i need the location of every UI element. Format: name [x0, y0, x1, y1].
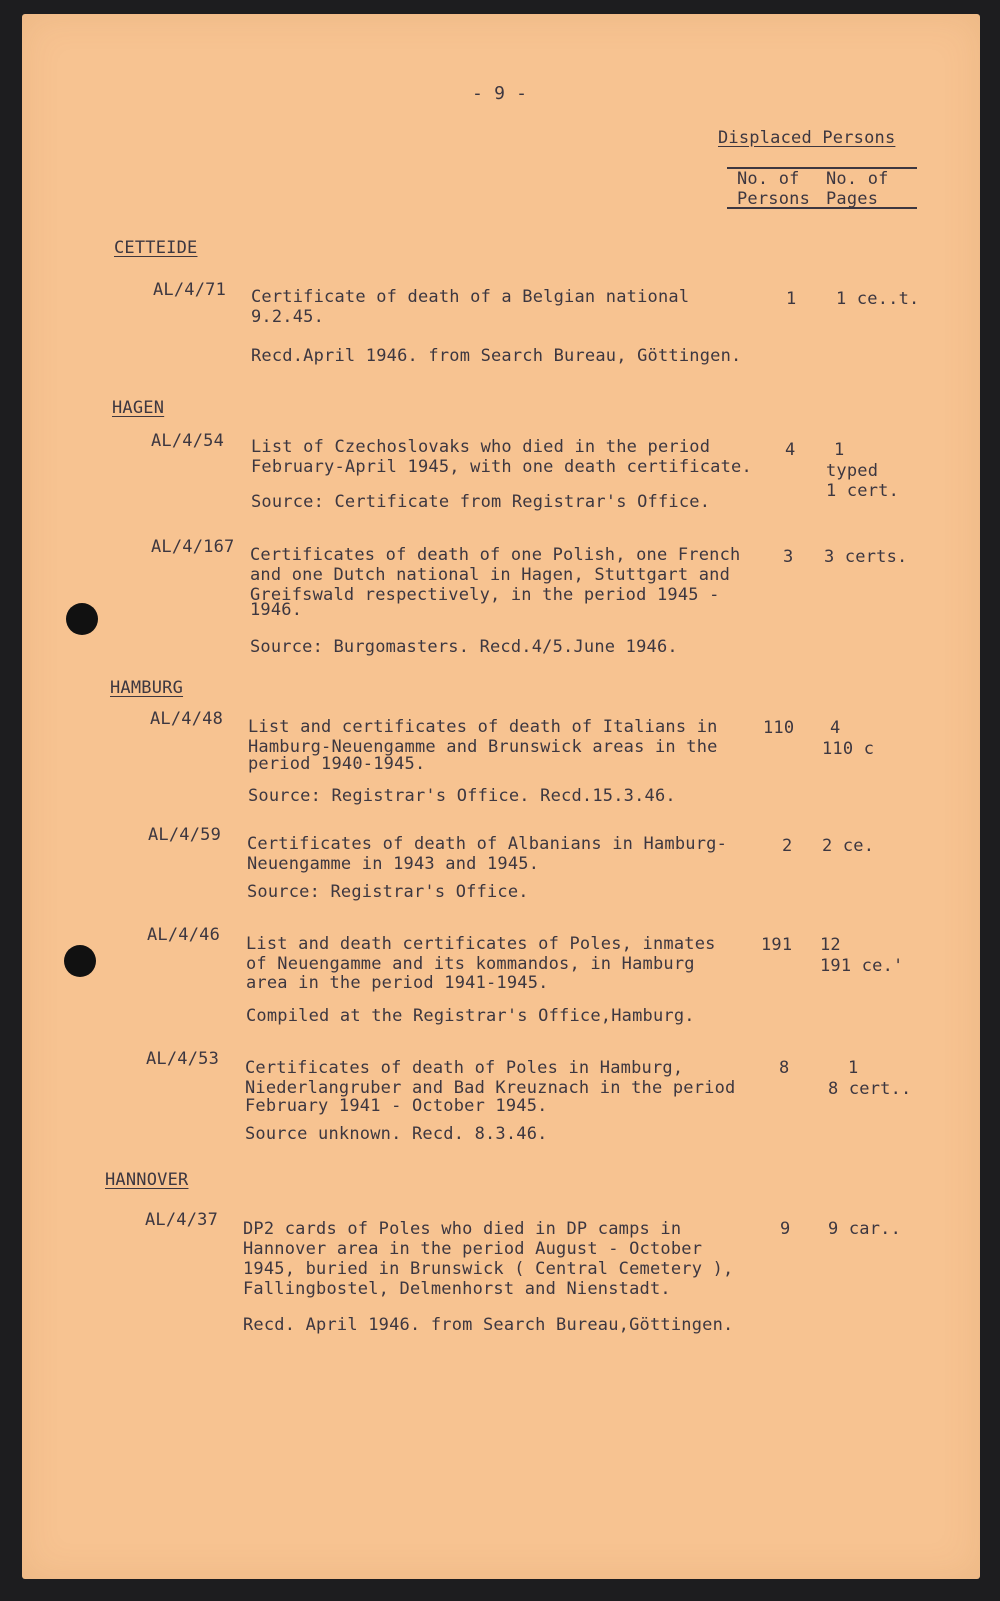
punch-hole	[64, 945, 96, 977]
entry-line: List and certificates of death of Italians in	[248, 717, 718, 737]
col-pages-line1: No. of	[826, 169, 889, 189]
entry-line: Greifswald respectively, in the period 1945 -	[250, 585, 720, 605]
entry-source: Recd.April 1946. from Search Bureau, Göttingen.	[251, 346, 742, 366]
entry-source: Recd. April 1946. from Search Bureau,Göttingen.	[243, 1315, 734, 1335]
entry-pages: 12	[820, 935, 841, 955]
section-heading: HAGEN	[112, 398, 165, 418]
entry-source: Source: Burgomasters. Recd.4/5.June 1946.	[250, 637, 678, 657]
entry-ref: AL/4/167	[151, 537, 235, 557]
entry-pages: 1 ce..t.	[836, 289, 920, 309]
entry-line: Certificates of death of one Polish, one French	[250, 545, 741, 565]
col-persons-line1: No. of	[737, 169, 800, 189]
col-pages-line2: Pages	[826, 189, 879, 209]
entry-line: List and death certificates of Poles, inmates	[246, 934, 716, 954]
entry-persons: 3	[783, 547, 794, 567]
page-number: - 9 -	[472, 83, 528, 104]
entry-line: Certificate of death of a Belgian national	[251, 287, 690, 307]
entry-line: Fallingbostel, Delmenhorst and Nienstadt.	[243, 1279, 671, 1299]
entry-source: Source: Registrar's Office.	[247, 882, 529, 902]
entry-line: Certificates of death of Albanians in Hamburg-	[247, 834, 728, 854]
entry-line: Hannover area in the period August - October	[243, 1239, 703, 1259]
entry-pages: 4	[830, 718, 841, 738]
entry-persons: 9	[780, 1219, 791, 1239]
entry-line: Hamburg-Neuengamme and Brunswick areas in the	[248, 737, 718, 757]
entry-ref: AL/4/54	[151, 431, 225, 451]
entry-pages: 3 certs.	[824, 547, 908, 567]
entry-line: of Neuengamme and its kommandos, in Hamburg	[246, 954, 695, 974]
entry-line: 1945, buried in Brunswick ( Central Cemetery ),	[243, 1259, 734, 1279]
entry-ref: AL/4/46	[147, 925, 221, 945]
entry-line: February-April 1945, with one death certificate.	[251, 457, 752, 477]
section-heading: HAMBURG	[110, 678, 184, 698]
entry-persons: 4	[785, 440, 796, 460]
entry-line: Niederlangruber and Bad Kreuznach in the period	[245, 1078, 736, 1098]
entry-pages: 2 ce.	[822, 836, 875, 856]
header-rule-bottom	[727, 207, 917, 209]
entry-ref: AL/4/71	[153, 280, 227, 300]
entry-source: Compiled at the Registrar's Office,Hamburg.	[246, 1006, 695, 1026]
entry-persons: 1	[786, 289, 797, 309]
entry-line: Neuengamme in 1943 and 1945.	[247, 854, 540, 874]
entry-pages: 1 cert.	[826, 481, 900, 501]
entry-line: February 1941 - October 1945.	[245, 1096, 548, 1116]
section-heading: HANNOVER	[105, 1170, 189, 1190]
entry-line: Certificates of death of Poles in Hamburg,	[245, 1058, 684, 1078]
punch-hole	[66, 603, 98, 635]
entry-line: period 1940-1945.	[248, 754, 426, 774]
entry-persons: 191	[761, 935, 793, 955]
entry-pages: 9 car..	[828, 1219, 902, 1239]
column-group-title: Displaced Persons	[718, 128, 896, 148]
entry-pages: 191 ce.'	[820, 956, 904, 976]
entry-line: 9.2.45.	[251, 307, 325, 327]
entry-pages: 1	[834, 440, 845, 460]
entry-ref: AL/4/53	[146, 1049, 220, 1069]
section-heading: CETTEIDE	[114, 238, 198, 258]
entry-line: 1946.	[250, 600, 303, 620]
entry-source: Source: Registrar's Office. Recd.15.3.46.	[248, 786, 676, 806]
entry-pages: 8 cert..	[828, 1079, 912, 1099]
entry-pages: typed	[826, 461, 879, 481]
entry-line: List of Czechoslovaks who died in the period	[251, 437, 711, 457]
entry-pages: 110 c	[822, 739, 875, 759]
entry-ref: AL/4/48	[150, 709, 224, 729]
entry-ref: AL/4/59	[148, 825, 222, 845]
entry-source: Source unknown. Recd. 8.3.46.	[245, 1124, 548, 1144]
entry-persons: 110	[763, 718, 795, 738]
entry-source: Source: Certificate from Registrar's Office.	[251, 492, 711, 512]
entry-ref: AL/4/37	[145, 1210, 219, 1230]
entry-line: area in the period 1941-1945.	[246, 973, 549, 993]
entry-persons: 8	[779, 1058, 790, 1078]
col-persons-line2: Persons	[737, 189, 811, 209]
entry-pages: 1	[848, 1058, 859, 1078]
entry-line: DP2 cards of Poles who died in DP camps in	[243, 1219, 682, 1239]
entry-line: and one Dutch national in Hagen, Stuttgart and	[250, 565, 731, 585]
entry-persons: 2	[782, 836, 793, 856]
